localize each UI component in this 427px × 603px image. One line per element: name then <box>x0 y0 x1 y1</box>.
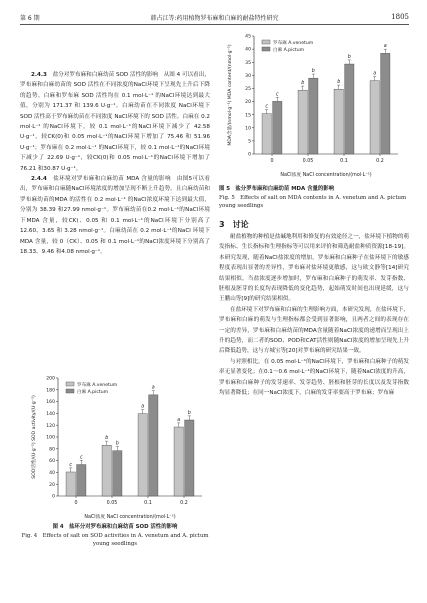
bar <box>113 451 122 496</box>
legend-swatch <box>262 40 270 44</box>
y-tick-label: 60 <box>49 459 55 465</box>
significance-label: b <box>115 441 119 447</box>
legend-entry: 白麻 A.pictum <box>77 389 109 395</box>
y-tick-label: 180 <box>46 388 55 394</box>
y-tick-label: 200 <box>46 376 55 382</box>
running-title: 韩占江等:药用植物罗布麻和白麻的耐盐特性研究 <box>150 15 279 22</box>
y-tick-label: 25 <box>245 87 251 93</box>
fig4-caption <box>20 523 210 549</box>
legend-swatch <box>66 382 74 386</box>
x-tick-label: 0.2 <box>376 159 384 164</box>
y-tick-label: 140 <box>46 412 55 417</box>
significance-label: c <box>265 104 269 110</box>
y-tick-label: 15 <box>245 113 251 119</box>
y-tick-label: 120 <box>46 423 55 429</box>
y-tick-label: 100 <box>46 435 55 441</box>
significance-label: b <box>105 436 109 442</box>
y-tick-label: 40 <box>49 471 55 476</box>
fig4-caption-en: Fig. 4 Effects of salt on SOD activities in A. venetum and A. pictum young seedlings <box>21 532 209 547</box>
bar <box>381 53 390 154</box>
legend-entry: 白麻 A.pictum <box>273 47 305 53</box>
y-tick-label: 35 <box>245 60 251 66</box>
legend-entry: 罗布麻 A.venetum <box>273 40 314 46</box>
section-3-title: 3 讨论 <box>219 220 249 229</box>
y-tick-label: 20 <box>49 482 55 488</box>
y-tick-label: 0 <box>52 494 55 500</box>
x-tick-label: 0.05 <box>106 501 118 506</box>
header-rule <box>20 24 409 25</box>
x-tick-label: 0 <box>270 159 274 164</box>
significance-label: c <box>69 462 73 468</box>
legend-entry: 罗布麻 A.venetum <box>77 382 118 388</box>
y-tick-label: 5 <box>248 139 251 145</box>
discussion-paragraph-2: 在盐环境下对罗布麻和白麻的生理影响方面，本研究发现，在盐环境下，罗布麻和白麻的萌发与生理指标都会受到显著影响，且两者之间的表现存在一定的差异，罗布麻和白麻幼苗的MDA含量随着NaCl浓度的递增而呈现出上升的趋势，而二者的SOD、POD和CAT活性则随NaCl浓度的增加呈现先上升后降低趋势，这与方城宝等[20]对罗布麻的研究结果一致。 <box>219 306 410 355</box>
x-tick-label: 0.2 <box>180 501 188 506</box>
running-header <box>20 13 409 23</box>
bar <box>262 114 271 154</box>
section-2-4-3-body: 从图 4 可以看出，罗布麻和白麻幼苗的 SOD 活性在不同浓度的NaCl环境下呈现先上升后下降的趋势。白麻和罗布麻 SOD 活性均在 0.1 mol·L⁻¹ 的NaCl环境达到最大值，分别为 171.37 和 139.6 U·g⁻¹。白麻幼苗在不同浓度 NaCl环境下 SOD 活性高于罗布麻幼苗在不同浓度 NaCl环境下的 SOD 活性。白麻在 0.2 mol·L⁻¹ 的NaCl环境下，较 0.1 mol·L⁻¹的NaCl环境下减少了 42.58 U·g⁻¹，较CK(0)和 0.05 mol·L⁻¹的NaCl环境下增加了 75.46 和 51.96 U·g⁻¹；罗布麻在 0.2 mol·L⁻¹ 的NaCl环境下，较 0.1 mol·L⁻¹的NaCl环境下减少了 22.69 U·g⁻¹，较CK(0)和 0.05 mol·L⁻¹的NaCl环境下增加了 76.21 和30.87 U·g⁻¹。 <box>20 72 210 172</box>
significance-label: a <box>383 44 387 50</box>
discussion-paragraph-1: 耐盐植物的种植是盐碱地利用和修复的有效途径之一，盐环境下植物的萌发指标、生长指标和生理指标等可以用来评价和筛选耐盐种质资源[18-19]。本研究发现，随着NaCl盐浓度的增加，罗布麻和白麻种子在盐环境下的敏感程度表现出显著的差异性，罗布麻对盐环境更敏感，这与欧文静等[14]研究结果相似。当盐浓度逐步增加时，罗布麻和白麻种子的萌发率、发芽指数、胚根及胚芽的长度均表现降低的变化趋势，起始萌发时间也出现延缓，这与王鹏山等[9]的研究结果相似。 <box>219 234 410 303</box>
significance-label: c <box>79 455 83 461</box>
section-2-4-4 <box>20 174 210 257</box>
x-tick-label: 0.05 <box>302 159 314 164</box>
significance-label: c <box>275 92 279 98</box>
x-tick-label: 0.1 <box>144 501 152 506</box>
issue-number: 第 6 期 <box>20 15 40 22</box>
section-2-4-4-title: 盐环境对罗布麻和白麻幼苗 MDA 含量的影响 <box>53 176 171 183</box>
bar <box>185 420 194 496</box>
bar <box>298 90 307 154</box>
left-column-text <box>20 70 210 257</box>
y-tick-label: 0 <box>248 152 251 158</box>
bar <box>102 445 111 496</box>
y-tick-label: 45 <box>245 34 251 40</box>
significance-label: a <box>141 404 145 410</box>
section-2-4-3-number: 2.4.3 <box>31 72 47 78</box>
y-tick-label: 20 <box>245 100 251 106</box>
bar <box>273 101 282 154</box>
y-axis-label: SOD活性/(U·g⁻¹) SOD activity/(U·g⁻¹) <box>32 395 37 479</box>
y-axis-label: MDA含量/(nmol·g⁻¹) MDA content/(nmol·g⁻¹) <box>228 44 233 146</box>
fig5-mda-chart <box>224 30 404 180</box>
bar <box>138 414 147 496</box>
y-tick-label: 40 <box>245 47 251 53</box>
bar <box>66 472 75 496</box>
bar <box>370 81 379 154</box>
y-tick-label: 80 <box>49 447 55 453</box>
section-2-4-3-title: 盐分对罗布麻和白麻幼苗 SOD 活性的影响 <box>52 72 159 78</box>
x-tick-label: 0.1 <box>340 159 348 164</box>
bar <box>309 78 318 154</box>
y-tick-label: 30 <box>245 73 251 79</box>
x-axis-label: NaCl浓度 NaCl concentration/(mol·L⁻¹) <box>84 515 176 520</box>
x-tick-label: 0 <box>74 501 78 506</box>
significance-label: a <box>373 71 377 77</box>
bar <box>149 395 158 496</box>
bar <box>174 427 183 496</box>
section-2-4-3 <box>20 70 210 174</box>
fig5-caption-cn: 图 5 盐分罗布麻和白麻幼苗 MDA 含量的影响 <box>219 186 335 192</box>
bar <box>334 89 343 154</box>
significance-label: b <box>187 410 191 416</box>
significance-label: b <box>347 54 351 60</box>
fig4-caption-cn: 图 4 盐环分对罗布麻和白麻幼苗 SOD 活性的影响 <box>52 524 178 530</box>
right-column-text <box>219 218 409 399</box>
section-2-4-4-number: 2.4.4 <box>31 176 47 183</box>
y-tick-label: 10 <box>245 126 251 132</box>
legend-swatch <box>262 47 270 51</box>
significance-label: a <box>151 385 155 391</box>
page-number: 1805 <box>391 13 409 21</box>
fig5-caption-en: Fig. 5 Effects of salt on MDA contents in A. venetum and A. pictum young seedlings <box>219 194 407 209</box>
significance-label: b <box>311 69 315 75</box>
y-tick-label: 160 <box>46 400 55 406</box>
bar <box>77 465 86 496</box>
significance-label: b <box>337 80 341 86</box>
significance-label: b <box>301 81 305 87</box>
significance-label: a <box>177 417 181 423</box>
bar <box>345 64 354 154</box>
fig5-caption <box>219 185 409 211</box>
fig4-sod-chart <box>28 372 208 522</box>
discussion-paragraph-3: 与对照相比，在 0.05 mol·L⁻¹的NaCl环境下，罗布麻和白麻种子的萌发率无显著变化；在0.1～0.6 mol·L⁻¹的NaCl环境下，随着NaCl浓度的升高，罗布麻和白麻种子的发芽速率、发芽趋势、胚根和胚芽的长度以及发芽指数均显著降低；在同一NaCl浓度下，白麻的发芽率要高于罗布麻；罗布麻 <box>219 358 409 397</box>
legend-swatch <box>66 389 74 393</box>
section-2-4-4-body: 由图5可以看出，罗布麻和白麻随NaCl环境浓度的增加呈现不断上升趋势。且白麻幼苗和罗布麻幼苗的MDA 的活性在 0.2 mol·L⁻¹ 的NaCl浓度环境下达到最大值，分别为 38.39 和27.99 nmol·g⁻¹。罗布麻幼苗在0.2 mol·L⁻¹的NaCl环境下MDA 含量，较CK)、0.05 和 0.1 mol·L⁻¹的NaCl环境下分别高了 12.60、3.65 和 3.28 nmol·g⁻¹。白麻幼苗在 0.2 mol·L⁻¹的NaCl 环境下 MDA 含量，较 0（CK）、0.05 和 0.1 mol·L⁻¹的NaCl浓度环境下分别高了18.33、9.46 和4.08 nmol·g⁻¹。 <box>20 176 210 255</box>
x-axis-label: NaCl浓度 NaCl concentration/(mol·L⁻¹) <box>280 173 372 178</box>
